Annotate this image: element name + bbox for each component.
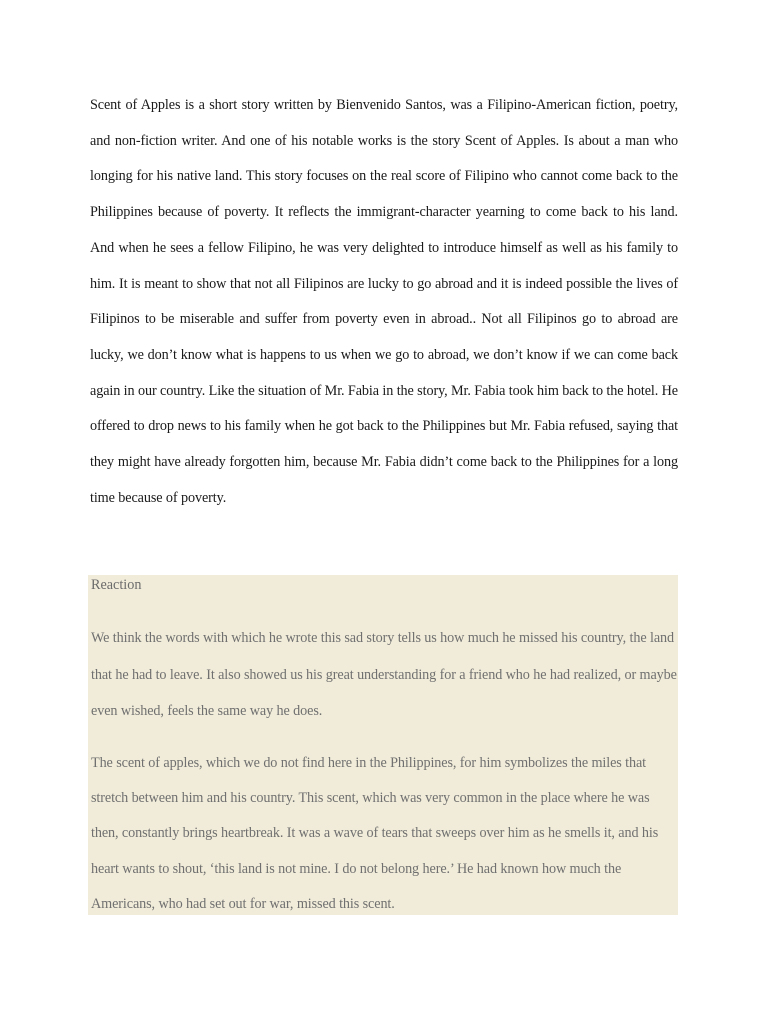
reaction-paragraph-2: The scent of apples, which we do not find here in the Philippines, for him symbolizes the miles that stretch between him and his country. This scent, which was very common in the place where he was then, constantly brings heartbreak. It was a wave of tears that sweeps over him as he smells it, and his heart wants to shout, ‘this land is not mine. I do not belong here.’ He had known how much the Americans, who had set out for war, missed this scent. (91, 755, 659, 912)
reaction-heading: Reaction (91, 577, 142, 593)
summary-paragraph: Scent of Apples is a short story written by Bienvenido Santos, was a Filipino-American fiction, poetry, and non-fiction writer. And one of his notable works is the story Scent of Apples. Is about a man who longing for his native land. This story focuses on the real score of Filipino who cannot come back to the Philippines because of poverty. It reflects the immigrant-character yearning to come back to his land. And when he sees a fellow Filipino, he was very delighted to introduce himself as well as his family to him. It is meant to show that not all Filipinos are lucky to go abroad and it is indeed possible the lives of Filipinos to be miserable and suffer from poverty even in abroad.. Not all Filipinos go to abroad are lucky, we don’t know what is happens to us when we go to abroad, we don’t know if we can come back again in our country. Like the situation of Mr. Fabia in the story, Mr. Fabia took him back to the hotel. He offered to drop news to his family when he got back to the Philippines but Mr. Fabia refused, saying that they might have already forgotten him, because Mr. Fabia didn’t come back to the Philippines for a long time because of poverty. (90, 97, 678, 506)
reaction-paragraph-1: We think the words with which he wrote this sad story tells us how much he missed his country, the land that he had to leave. It also showed us his great understanding for a friend who he had realized, or maybe even wished, feels the same way he does. (91, 630, 677, 719)
